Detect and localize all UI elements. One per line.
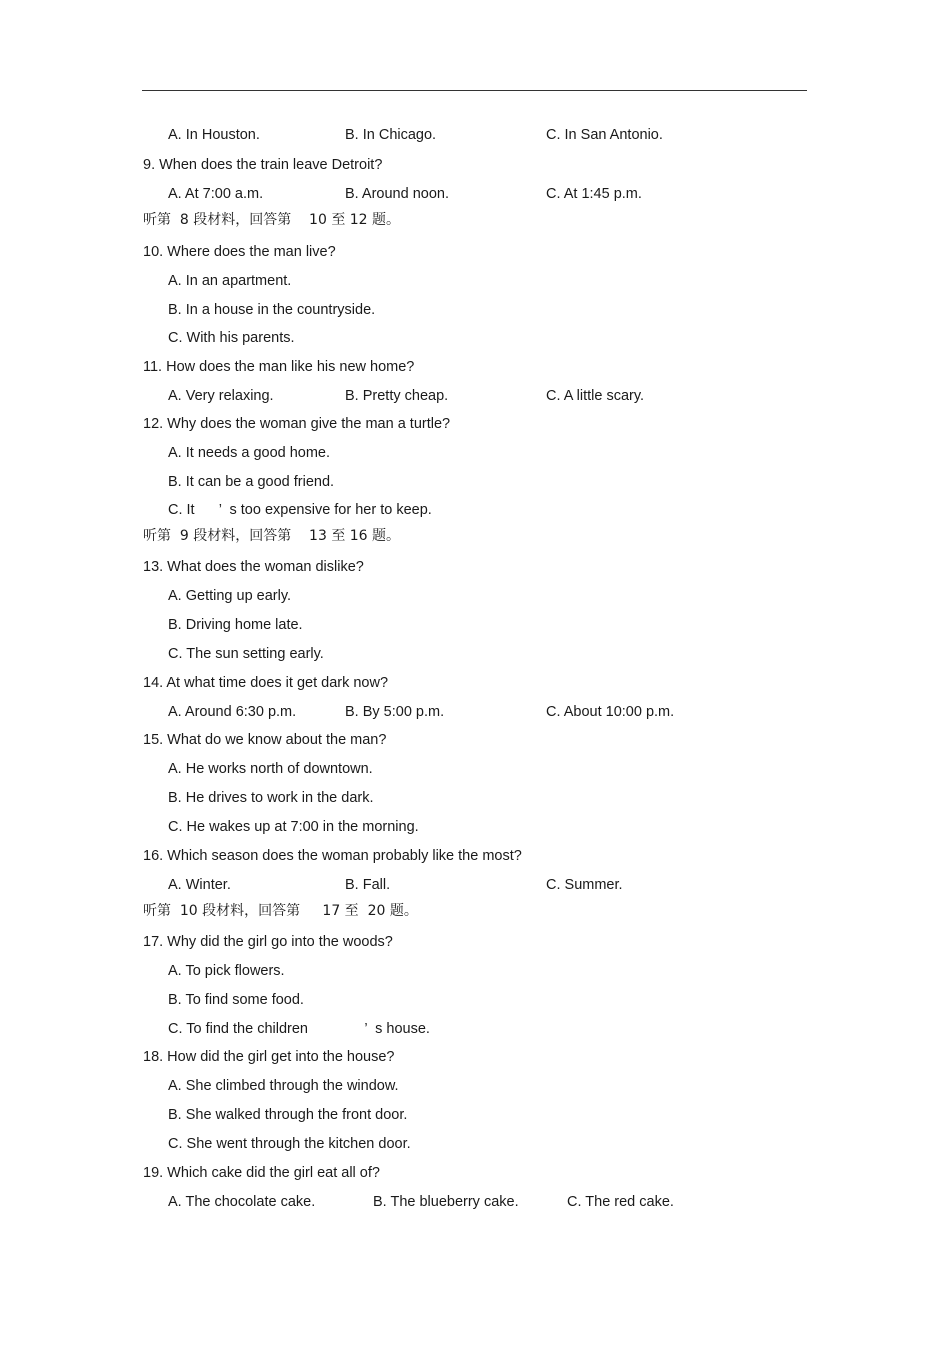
q18-option-b: B. She walked through the front door. bbox=[168, 1107, 408, 1123]
q16-option-c: C. Summer. bbox=[546, 877, 623, 893]
q15-option-a: A. He works north of downtown. bbox=[168, 761, 373, 777]
q17-option-b: B. To find some food. bbox=[168, 992, 304, 1008]
q11-option-c: C. A little scary. bbox=[546, 388, 645, 404]
q15-option-b: B. He drives to work in the dark. bbox=[168, 790, 374, 806]
q12-option-a: A. It needs a good home. bbox=[168, 445, 331, 461]
q19-option-c: C. The red cake. bbox=[567, 1194, 674, 1210]
question-10: 10. Where does the man live? bbox=[143, 244, 336, 260]
q19-option-b: B. The blueberry cake. bbox=[373, 1194, 519, 1210]
question-18: 18. How did the girl get into the house? bbox=[143, 1049, 395, 1065]
q11-option-a: A. Very relaxing. bbox=[168, 388, 274, 404]
q9-option-a: A. At 7:00 a.m. bbox=[168, 186, 264, 202]
question-13: 13. What does the woman dislike? bbox=[143, 559, 364, 575]
q14-option-c: C. About 10:00 p.m. bbox=[546, 704, 675, 720]
q16-option-b: B. Fall. bbox=[345, 877, 391, 893]
q17-option-c: C. To find the children ’ s house. bbox=[168, 1021, 430, 1037]
section-10-heading: 听第 10 段材料，回答第 17 至 20 题。 bbox=[143, 903, 418, 919]
q10-option-a: A. In an apartment. bbox=[168, 273, 292, 289]
q10-option-c: C. With his parents. bbox=[168, 330, 295, 346]
q12-option-c: C. It ’ s too expensive for her to keep. bbox=[168, 502, 432, 518]
question-9: 9. When does the train leave Detroit? bbox=[143, 157, 383, 173]
q13-option-b: B. Driving home late. bbox=[168, 617, 303, 633]
section-8-heading: 听第 8 段材料，回答第 10 至 12 题。 bbox=[143, 212, 401, 228]
q16-option-a: A. Winter. bbox=[168, 877, 231, 893]
header-rule bbox=[142, 90, 807, 91]
q13-option-a: A. Getting up early. bbox=[168, 588, 292, 604]
q19-option-a: A. The chocolate cake. bbox=[168, 1194, 316, 1210]
q18-option-c: C. She went through the kitchen door. bbox=[168, 1136, 411, 1152]
q8-option-b: B. In Chicago. bbox=[345, 127, 437, 143]
q11-option-b: B. Pretty cheap. bbox=[345, 388, 449, 404]
question-16: 16. Which season does the woman probably like the most? bbox=[143, 848, 522, 864]
question-19: 19. Which cake did the girl eat all of? bbox=[143, 1165, 380, 1181]
q14-option-a: A. Around 6:30 p.m. bbox=[168, 704, 297, 720]
question-15: 15. What do we know about the man? bbox=[143, 732, 387, 748]
q18-option-a: A. She climbed through the window. bbox=[168, 1078, 399, 1094]
question-17: 17. Why did the girl go into the woods? bbox=[143, 934, 393, 950]
q8-option-a: A. In Houston. bbox=[168, 127, 260, 143]
q14-option-b: B. By 5:00 p.m. bbox=[345, 704, 445, 720]
q15-option-c: C. He wakes up at 7:00 in the morning. bbox=[168, 819, 419, 835]
question-12: 12. Why does the woman give the man a turtle? bbox=[143, 416, 451, 432]
question-11: 11. How does the man like his new home? bbox=[143, 359, 415, 375]
q13-option-c: C. The sun setting early. bbox=[168, 646, 324, 662]
q17-option-a: A. To pick flowers. bbox=[168, 963, 285, 979]
q9-option-c: C. At 1:45 p.m. bbox=[546, 186, 642, 202]
question-14: 14. At what time does it get dark now? bbox=[143, 675, 389, 691]
section-9-heading: 听第 9 段材料，回答第 13 至 16 题。 bbox=[143, 528, 401, 544]
q9-option-b: B. Around noon. bbox=[345, 186, 449, 202]
q8-option-c: C. In San Antonio. bbox=[546, 127, 663, 143]
q10-option-b: B. In a house in the countryside. bbox=[168, 302, 376, 318]
q12-option-b: B. It can be a good friend. bbox=[168, 474, 335, 490]
